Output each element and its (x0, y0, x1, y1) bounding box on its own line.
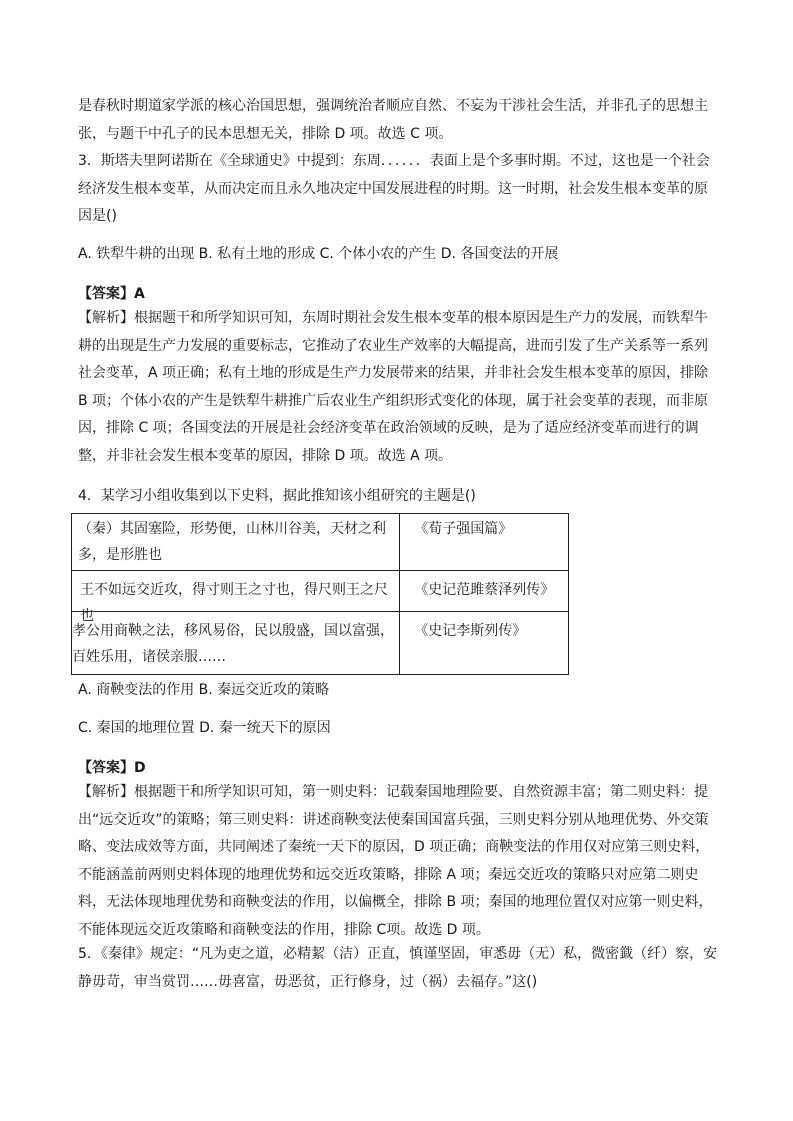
source-text-cell: （秦）其固塞险，形势便，山林川谷美，天材之利多，是形胜也 (72, 514, 400, 571)
source-title-cell: 《史记范雎蔡泽列传》 (400, 571, 569, 612)
source-title-cell: 《荀子强国篇》 (400, 514, 569, 571)
intro-paragraph: 是春秋时期道家学派的核心治国思想，强调统治者顺应自然、不妄为干涉社会生活，并非孔子的思想主张，与题干中孔子的民本思想无关，排除 D 项。故选 C 项。 (78, 98, 708, 142)
question-3-options: A. 铁犁牛耕的出现 B. 私有土地的形成 C. 个体小农的产生 D. 各国变法的开展 (78, 246, 559, 262)
source-text-cell: 王不如远交近攻，得寸则王之寸也，得尺则王之尺也 (72, 571, 400, 612)
table-row (72, 571, 569, 612)
question-4-options-line-2: C. 秦国的地理位置 D. 秦一统天下的原因 (78, 720, 331, 736)
table-row (72, 514, 569, 571)
table-row (72, 612, 569, 675)
question-3-stem: 3．斯塔夫里阿诺斯在《全球通史》中提到：东周．．．．．．表面上是个多事时期。不过，这也是一个社会经济发生根本变革，从而决定而且永久地决定中国发展进程的时期。这一时期，社会发生根本变革的原因是() (78, 153, 710, 224)
question-4-analysis: 【解析】根据题干和所学知识可知，第一则史料：记载秦国地理险要、自然资源丰富；第二则史料：提出“远交近攻”的策略；第三则史料：讲述商鞅变法使秦国国富兵强，三则史料分别从地理优势、外交策略、变法成效等方面，共同阐述了秦统一天下的原因，D 项正确；商鞅变法的作用仅对应第三则史料，不能涵盖前两则史料体现的地理优势和远交近攻策略，排除 A 项；秦远交近攻的策略只对应第二则史料，无法体现地理优势和商鞅变法的作用，以偏概全，排除 B 项；秦国的地理位置仅对应第一则史料，不能体现远交近攻策略和商鞅变法的作用，排除 C项。故选 D 项。 (78, 784, 713, 938)
source-title-cell: 《史记李斯列传》 (400, 612, 569, 675)
historical-sources-table (71, 513, 569, 675)
question-4-options-line-1: A. 商鞅变法的作用 B. 秦远交近攻的策略 (78, 682, 330, 698)
question-3-analysis: 【解析】根据题干和所学知识可知，东周时期社会发生根本变革的根本原因是生产力的发展，而铁犁牛耕的出现是生产力发展的重要标志，它推动了农业生产效率的大幅提高，进而引发了生产关系等一系列社会变革，A 项正确；私有土地的形成是生产力发展带来的结果，并非社会发生根本变革的原因，排除 B 项；个体小农的产生是铁犁牛耕推广后农业生产组织形式变化的体现，属于社会变革的表现，而非原因，排除 C 项；各国变法的开展是社会经济变革在政治领域的反映，是为了适应经济变革而进行的调整，并非社会发生根本变革的原因，排除 D 项。故选 A 项。 (78, 310, 709, 464)
question-4-stem: 4．某学习小组收集到以下史料，据此推知该小组研究的主题是() (78, 488, 476, 504)
question-5-stem: 5．《秦律》规定：“凡为吏之道，必精絜（洁）正直，慎谨坚固，审悉毋（无）私，微密韱（纤）察，安静毋苛，审当赏罚……毋喜富，毋恶贫，正行修身，过（祸）去福存。”这() (78, 946, 718, 990)
question-4-answer: 【答案】D (78, 760, 146, 776)
source-text-cell: 孝公用商鞅之法，移风易俗，民以殷盛，国以富强，百姓乐用，诸侯亲服…… (72, 612, 400, 675)
question-3-answer: 【答案】A (78, 286, 145, 302)
